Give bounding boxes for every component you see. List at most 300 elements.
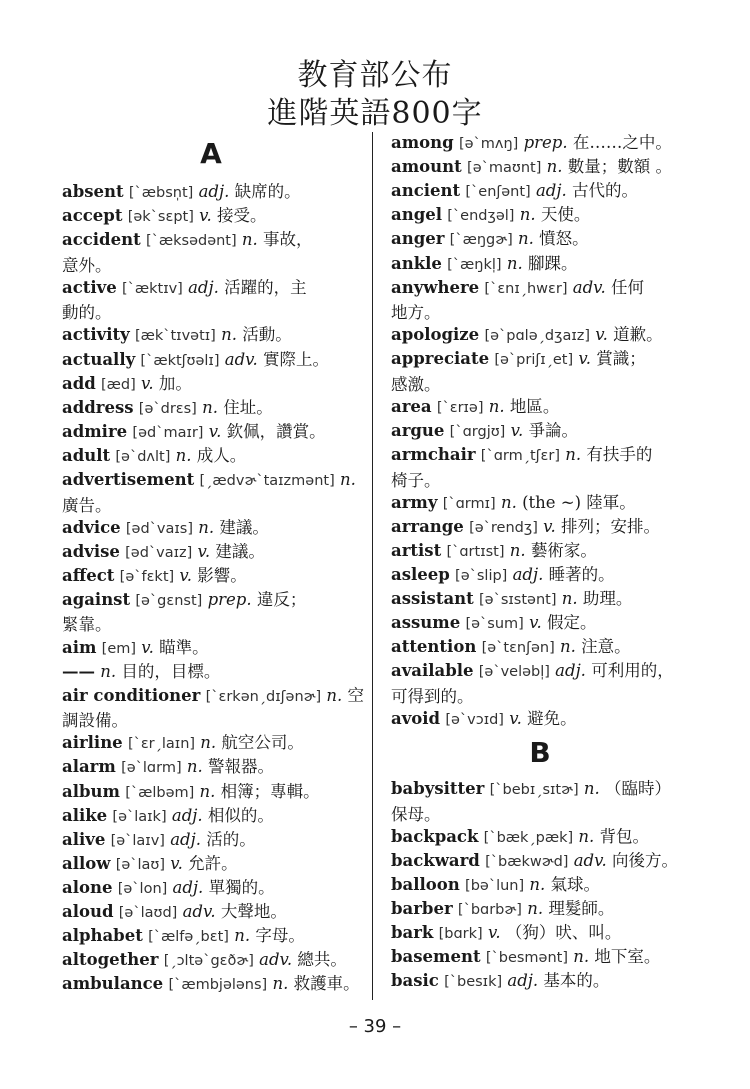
headword: babysitter xyxy=(391,779,485,799)
dictionary-entry xyxy=(62,636,360,662)
definition: 活的。 xyxy=(206,829,256,849)
pronunciation: [bə`lun] xyxy=(465,877,525,894)
dictionary-entry xyxy=(391,825,689,851)
headword: arrange xyxy=(391,516,464,536)
definition: 賞識； xyxy=(596,349,646,369)
headword: album xyxy=(62,781,120,801)
part-of-speech: n. xyxy=(519,205,536,225)
part-of-speech: v. xyxy=(141,373,154,393)
dictionary-entry xyxy=(391,873,689,899)
part-of-speech: n. xyxy=(234,926,251,946)
headword: apologize xyxy=(391,325,480,345)
definition: 總共。 xyxy=(297,950,347,970)
dictionary-entry xyxy=(391,276,689,325)
definition-continued: 地方。 xyxy=(391,303,441,323)
pronunciation: [ə`drɛs] xyxy=(138,400,197,417)
definition: 住址。 xyxy=(223,397,273,417)
pronunciation: [`æksədənt] xyxy=(145,233,237,250)
part-of-speech: v. xyxy=(208,421,222,441)
pronunciation: [`bækwɚd] xyxy=(485,853,569,870)
part-of-speech: n. xyxy=(326,685,343,705)
pronunciation: [ə`sɪstənt] xyxy=(479,592,557,609)
definition: 背包。 xyxy=(599,826,650,846)
page-title: 教育部公布 xyxy=(297,58,453,93)
definition: 欽佩，讚賞。 xyxy=(226,421,326,441)
pronunciation: [əd`vaɪs] xyxy=(125,520,193,537)
pronunciation: [æk`tɪvətɪ] xyxy=(134,328,216,345)
part-of-speech: n. xyxy=(573,947,590,967)
headword: against xyxy=(62,589,131,609)
pronunciation: [ə`tɛnʃən] xyxy=(481,640,555,657)
pronunciation: [`ælbəm] xyxy=(125,784,195,801)
dictionary-entry xyxy=(62,684,365,733)
dictionary-entry xyxy=(62,372,360,398)
part-of-speech: v. xyxy=(141,637,154,657)
definition-continued: 意外。 xyxy=(62,255,112,275)
part-of-speech: n. xyxy=(186,757,203,777)
definition: 建議。 xyxy=(215,541,265,561)
definition: 單獨的。 xyxy=(208,877,275,897)
pronunciation: [ək`sɛpt] xyxy=(127,209,194,226)
part-of-speech: n. xyxy=(560,637,576,657)
headword: argue xyxy=(391,421,445,440)
dictionary-entry xyxy=(62,924,360,950)
definition: 可利用的， xyxy=(591,661,674,681)
part-of-speech: adj. xyxy=(512,565,544,584)
pronunciation: [`bebɪˏsɪtɚ] xyxy=(489,782,579,799)
dictionary-entry xyxy=(391,347,689,396)
definition: 違反； xyxy=(256,589,307,609)
headword: attention xyxy=(391,637,477,657)
part-of-speech: adj. xyxy=(555,661,586,681)
headword: activity xyxy=(62,325,130,345)
dictionary-entry xyxy=(62,420,360,446)
definition: 活動。 xyxy=(242,325,292,345)
headword: alarm xyxy=(62,757,116,777)
dictionary-entry xyxy=(391,419,689,445)
headword: advertisement xyxy=(62,470,195,489)
pronunciation: [`besmənt] xyxy=(485,950,569,967)
part-of-speech: n. xyxy=(488,396,505,416)
part-of-speech: adv. xyxy=(259,950,293,970)
part-of-speech: v. xyxy=(199,206,212,226)
pronunciation: [ə`slip] xyxy=(455,568,508,584)
part-of-speech: v. xyxy=(543,516,556,536)
definition-continued: 緊靠。 xyxy=(62,615,112,635)
part-of-speech: n. xyxy=(272,974,289,994)
pronunciation: [bɑrk] xyxy=(438,926,483,943)
dictionary-entry xyxy=(391,539,689,565)
part-of-speech: n. xyxy=(339,470,356,489)
headword: allow xyxy=(62,853,111,873)
headword: add xyxy=(62,373,96,393)
section-letter-a: A xyxy=(200,137,222,170)
headword: available xyxy=(391,661,474,681)
dictionary-entry xyxy=(62,323,360,349)
definition: 空 xyxy=(347,685,365,705)
headword: assistant xyxy=(391,589,474,609)
definition: 睡著的。 xyxy=(548,565,615,584)
dictionary-entry xyxy=(62,900,360,926)
pronunciation: [`ɛnɪˏhwɛr] xyxy=(484,280,568,297)
headword: amount xyxy=(391,157,462,177)
headword: armchair xyxy=(391,445,476,465)
part-of-speech: adj. xyxy=(507,971,539,991)
headword: barber xyxy=(391,899,453,918)
headword: appreciate xyxy=(391,349,490,369)
pronunciation: [`æmbjələns] xyxy=(168,977,268,994)
dictionary-entry xyxy=(391,252,689,278)
dictionary-entry xyxy=(62,780,360,806)
definition-continued: 可得到的。 xyxy=(391,686,474,706)
dictionary-entry xyxy=(62,348,360,374)
definition: 字母。 xyxy=(255,926,305,946)
dictionary-entry xyxy=(391,659,689,708)
part-of-speech: adj. xyxy=(170,829,201,849)
part-of-speech: v. xyxy=(487,923,501,943)
page-subtitle: 進階英語800字 xyxy=(267,96,483,131)
dictionary-entry xyxy=(391,515,689,541)
headword: accept xyxy=(62,206,123,226)
dictionary-entry xyxy=(62,804,360,830)
headword: ambulance xyxy=(62,974,164,994)
dictionary-entry xyxy=(62,204,360,230)
dictionary-entry xyxy=(391,227,689,253)
part-of-speech: n. xyxy=(198,517,215,537)
headword: aloud xyxy=(62,902,114,921)
dictionary-entry xyxy=(391,945,689,971)
part-of-speech: n. xyxy=(199,781,216,801)
pronunciation: [`ɛrˏlaɪn] xyxy=(127,736,196,753)
part-of-speech: n. xyxy=(175,445,192,465)
pronunciation: [`æktʃʊəlɪ] xyxy=(140,352,220,369)
definition-continued: 感激。 xyxy=(391,374,441,394)
headword: airline xyxy=(62,733,123,753)
definition: 影響。 xyxy=(197,565,247,585)
headword: basement xyxy=(391,947,481,967)
dictionary-entry xyxy=(62,828,360,854)
pronunciation: [ˏædvɚ`taɪzmənt] xyxy=(199,473,335,489)
headword: affect xyxy=(62,565,115,585)
dictionary-entry xyxy=(391,395,689,421)
definition: 地下室。 xyxy=(594,947,661,967)
dictionary-entry xyxy=(62,396,360,422)
part-of-speech: adv. xyxy=(572,277,606,297)
definition: （臨時） xyxy=(605,779,672,799)
definition: 憤怒。 xyxy=(539,229,589,249)
definition: (the ~) 陸軍。 xyxy=(522,492,636,512)
part-of-speech: adj. xyxy=(535,181,567,201)
headword: air conditioner xyxy=(62,685,201,705)
headword: ankle xyxy=(391,253,442,273)
pronunciation: [ə`laʊd] xyxy=(118,905,178,921)
part-of-speech: n. xyxy=(546,157,563,177)
headword: assume xyxy=(391,613,461,633)
definition: （狗）吠、叫。 xyxy=(505,923,622,943)
definition: 建議。 xyxy=(219,517,269,537)
pronunciation: [ə`priʃɪˏet] xyxy=(494,352,574,369)
headword: alphabet xyxy=(62,926,143,946)
headword: angel xyxy=(391,205,442,225)
definition: 目的，目標。 xyxy=(121,661,221,681)
headword: accident xyxy=(62,230,141,250)
definition: 在……之中。 xyxy=(572,133,672,152)
dictionary-entry xyxy=(62,972,360,998)
part-of-speech: v. xyxy=(179,565,193,585)
headword: artist xyxy=(391,540,442,560)
headword: absent xyxy=(62,182,124,201)
definition: 排列；安排。 xyxy=(561,516,660,536)
part-of-speech: adv. xyxy=(573,850,607,870)
section-letter-b: B xyxy=(529,736,551,770)
part-of-speech: adj. xyxy=(171,805,203,825)
definition: 接受。 xyxy=(216,206,267,226)
definition: 救護車。 xyxy=(293,974,360,994)
part-of-speech: n. xyxy=(561,589,578,609)
part-of-speech: prep. xyxy=(523,133,568,152)
pronunciation: [ə`sum] xyxy=(465,616,524,633)
definition-continued: 保母。 xyxy=(391,804,441,824)
definition: 成人。 xyxy=(196,445,247,465)
pronunciation: [əd`vaɪz] xyxy=(125,544,193,561)
dictionary-entry xyxy=(62,948,360,974)
definition: 腳踝。 xyxy=(527,253,578,273)
headword: balloon xyxy=(391,874,460,894)
pronunciation: [ə`laʊ] xyxy=(115,856,166,873)
definition-continued: 動的。 xyxy=(62,303,112,323)
part-of-speech: v. xyxy=(595,325,608,345)
pronunciation: [ə`lon] xyxy=(117,880,168,897)
pronunciation: [`bɑrbɚ] xyxy=(457,902,522,918)
dictionary-entry xyxy=(62,228,360,277)
headword: backward xyxy=(391,850,480,870)
headword: anywhere xyxy=(391,277,480,297)
part-of-speech: n. xyxy=(202,397,218,417)
dictionary-entry xyxy=(391,897,689,923)
dictionary-entry xyxy=(62,731,360,757)
pronunciation: [`endʒəl] xyxy=(447,208,515,225)
part-of-speech: n. xyxy=(509,540,526,560)
dictionary-entry xyxy=(62,564,360,590)
dictionary-entry xyxy=(391,203,689,229)
dictionary-entry xyxy=(62,876,360,902)
part-of-speech: n. xyxy=(527,899,544,918)
part-of-speech: adj. xyxy=(198,182,230,201)
pronunciation: [`æŋkl̩] xyxy=(447,256,502,273)
dictionary-entry xyxy=(62,180,360,206)
headword: basic xyxy=(391,971,439,991)
dictionary-entry xyxy=(391,179,689,205)
headword: anger xyxy=(391,229,445,249)
part-of-speech: n. xyxy=(565,445,582,465)
definition: 大聲地。 xyxy=(220,902,287,921)
definition: 事故， xyxy=(263,230,313,250)
part-of-speech: n. xyxy=(529,874,546,894)
dictionary-entry xyxy=(62,852,360,878)
pronunciation: [`bækˏpæk] xyxy=(483,829,574,846)
headword: address xyxy=(62,397,134,417)
part-of-speech: v. xyxy=(170,853,183,873)
part-of-speech: v. xyxy=(510,421,524,440)
definition: 基本的。 xyxy=(543,971,610,991)
headword: backpack xyxy=(391,826,479,846)
part-of-speech: v. xyxy=(578,349,591,369)
pronunciation: [`enʃənt] xyxy=(465,184,531,201)
dictionary-entry xyxy=(62,588,360,637)
pronunciation: [em] xyxy=(101,640,137,657)
definition: 爭論。 xyxy=(528,421,578,440)
pronunciation: [`ɑrmɪ] xyxy=(442,495,496,512)
column-divider xyxy=(372,132,373,1000)
dictionary-entry xyxy=(391,155,689,181)
part-of-speech: n. xyxy=(241,230,258,250)
definition: 古代的。 xyxy=(571,181,638,201)
headword: area xyxy=(391,396,432,416)
pronunciation: [`ɑrmˏtʃɛr] xyxy=(480,448,561,465)
dictionary-entry xyxy=(391,563,689,589)
part-of-speech: n. xyxy=(100,661,117,681)
definition: 相簿；專輯。 xyxy=(220,781,320,801)
definition-continued: 椅子。 xyxy=(391,470,441,490)
dictionary-entry xyxy=(391,587,689,613)
pronunciation: [`ɛrɪə] xyxy=(436,399,484,416)
dictionary-entry xyxy=(391,921,689,947)
pronunciation: [`ɑrtɪst] xyxy=(446,543,505,560)
pronunciation: [`ɛrkənˏdɪʃənɚ] xyxy=(205,688,322,705)
pronunciation: [`æbsn̩t] xyxy=(128,185,194,201)
definition: 加。 xyxy=(158,373,192,393)
definition: 氣球。 xyxy=(550,874,601,894)
headword: avoid xyxy=(391,709,441,728)
pronunciation: [ə`mʌŋ] xyxy=(458,136,519,152)
part-of-speech: n. xyxy=(500,492,517,512)
definition-continued: 調設備。 xyxy=(62,711,128,731)
definition: 缺席的。 xyxy=(234,182,301,201)
headword: alive xyxy=(62,829,106,849)
part-of-speech: n. xyxy=(583,779,600,799)
headword: advise xyxy=(62,541,120,561)
dictionary-entry xyxy=(62,444,360,470)
pronunciation: [ə`dʌlt] xyxy=(115,448,171,465)
headword: army xyxy=(391,492,438,512)
part-of-speech: v. xyxy=(529,613,542,633)
pronunciation: [ə`vɔɪd] xyxy=(445,712,504,728)
headword: alike xyxy=(62,805,108,825)
headword: aim xyxy=(62,637,97,657)
dictionary-entry xyxy=(62,540,360,566)
dictionary-entry xyxy=(391,777,689,826)
part-of-speech: adv. xyxy=(182,902,216,921)
pronunciation: [`æktɪv] xyxy=(121,280,183,297)
headword: altogether xyxy=(62,950,159,970)
dictionary-entry xyxy=(391,611,689,637)
part-of-speech: n. xyxy=(578,826,595,846)
headword: actually xyxy=(62,349,136,369)
headword: bark xyxy=(391,923,434,943)
headword: adult xyxy=(62,445,111,465)
definition: 助理。 xyxy=(582,589,633,609)
definition: 向後方。 xyxy=(611,850,678,870)
part-of-speech: adj. xyxy=(188,277,219,297)
definition: 天使。 xyxy=(540,205,591,225)
dictionary-entry xyxy=(391,491,689,517)
definition: 瞄準。 xyxy=(159,637,209,657)
headword: active xyxy=(62,277,117,297)
dictionary-entry xyxy=(391,131,689,157)
definition: 數量；數額 。 xyxy=(567,157,672,177)
pronunciation: [ə`maʊnt] xyxy=(467,160,542,177)
part-of-speech: n. xyxy=(518,229,534,249)
definition: 航空公司。 xyxy=(221,733,304,753)
headword: among xyxy=(391,133,454,152)
pronunciation: [`besɪk] xyxy=(444,974,503,991)
part-of-speech: adv. xyxy=(224,349,258,369)
dictionary-entry xyxy=(62,755,360,781)
pronunciation: [ˏɔltə`gɛðɚ] xyxy=(163,953,254,970)
dictionary-entry xyxy=(391,707,689,733)
definition: 允許。 xyxy=(188,853,238,873)
headword: —— xyxy=(62,661,95,681)
definition: 假定。 xyxy=(546,613,597,633)
definition: 相似的。 xyxy=(207,805,274,825)
pronunciation: [æd] xyxy=(101,376,136,393)
pronunciation: [`æŋgɚ] xyxy=(449,232,513,249)
dictionary-entry xyxy=(391,969,689,995)
definition: 有扶手的 xyxy=(586,445,653,465)
dictionary-entry xyxy=(391,323,689,349)
part-of-speech: n. xyxy=(506,253,523,273)
dictionary-entry xyxy=(62,276,360,325)
part-of-speech: n. xyxy=(221,325,237,345)
part-of-speech: v. xyxy=(197,541,211,561)
pronunciation: [`ɑrgjʊ] xyxy=(449,424,506,440)
headword: asleep xyxy=(391,565,450,584)
definition: 任何 xyxy=(611,277,645,297)
pronunciation: [ə`laɪv] xyxy=(110,832,165,849)
definition: 實際上。 xyxy=(263,349,329,369)
pronunciation: [ə`fɛkt] xyxy=(119,568,175,585)
pronunciation: [ə`laɪk] xyxy=(112,808,167,825)
pronunciation: [ə`lɑrm] xyxy=(121,760,182,777)
pronunciation: [əd`maɪr] xyxy=(132,424,204,441)
headword: alone xyxy=(62,877,113,897)
part-of-speech: prep. xyxy=(207,589,252,609)
pronunciation: [ə`pɑləˏdʒaɪz] xyxy=(484,328,590,345)
pronunciation: [ə`rendʒ] xyxy=(469,519,538,536)
dictionary-entry xyxy=(62,468,360,517)
dictionary-entry xyxy=(391,849,689,875)
headword: admire xyxy=(62,421,128,441)
definition: 活躍的，主 xyxy=(224,277,307,297)
part-of-speech: n. xyxy=(200,733,217,753)
dictionary-entry xyxy=(391,443,689,492)
definition: 藝術家。 xyxy=(530,540,597,560)
headword: ancient xyxy=(391,181,461,201)
dictionary-entry xyxy=(62,516,360,542)
dictionary-entry xyxy=(391,635,689,661)
definition: 注意。 xyxy=(581,637,631,657)
pronunciation: [ə`gɛnst] xyxy=(135,592,203,609)
definition: 地區。 xyxy=(509,396,560,416)
definition: 避免。 xyxy=(527,709,577,728)
pronunciation: [`ælfəˏbɛt] xyxy=(148,929,229,946)
definition: 道歉。 xyxy=(613,325,663,345)
part-of-speech: adj. xyxy=(172,877,204,897)
definition: 警報器。 xyxy=(208,757,274,777)
page-number: – 39 – xyxy=(348,1016,402,1037)
headword: advice xyxy=(62,517,121,537)
definition-continued: 廣告。 xyxy=(62,495,112,515)
